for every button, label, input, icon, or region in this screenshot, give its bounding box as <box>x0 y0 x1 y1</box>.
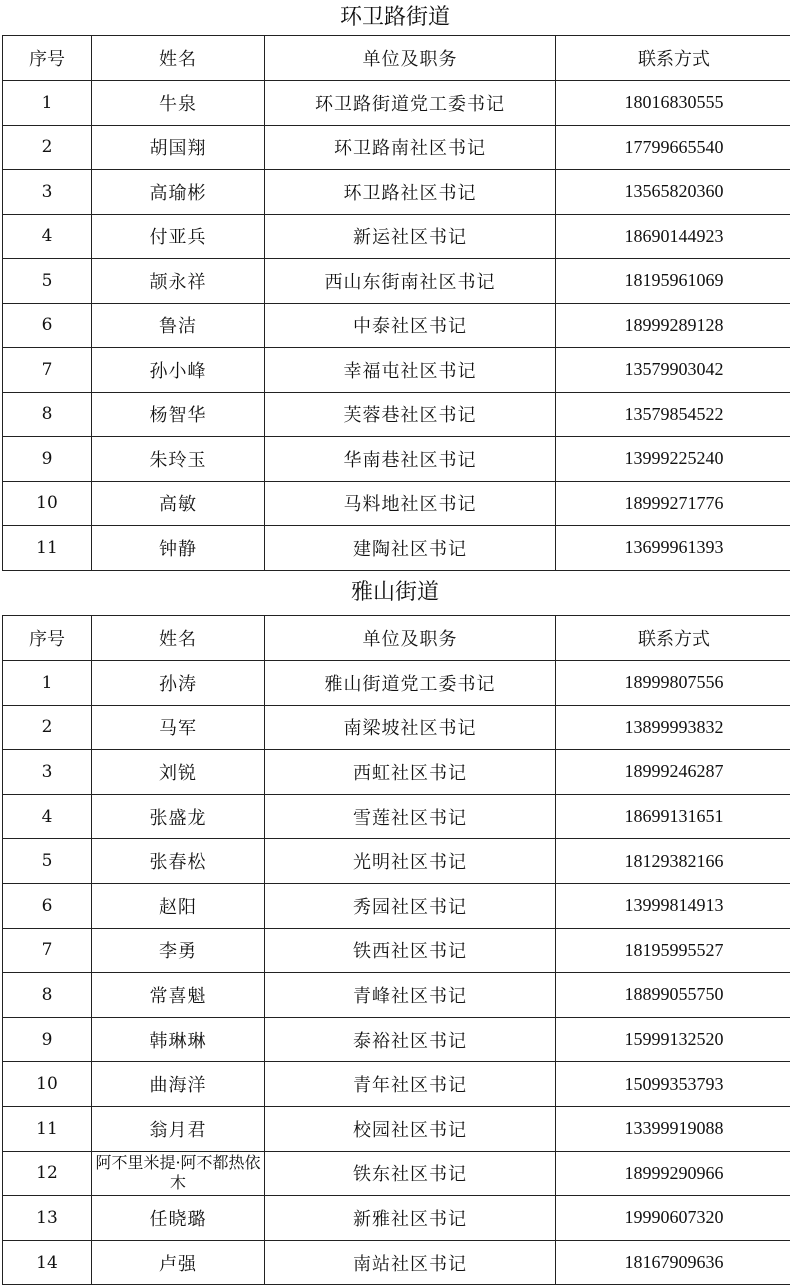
header-unit: 单位及职务 <box>265 36 556 81</box>
table-row <box>3 392 790 437</box>
row-phone: 13579854522 <box>556 392 790 437</box>
row-name: 朱玲玉 <box>92 437 265 482</box>
row-unit: 芙蓉巷社区书记 <box>265 392 556 437</box>
table-header-row <box>3 616 790 661</box>
row-number: 9 <box>3 437 92 482</box>
row-unit: 校园社区书记 <box>265 1106 556 1151</box>
row-number: 3 <box>3 170 92 215</box>
section-title-huanweilu: 环卫路街道 <box>339 5 450 30</box>
row-phone: 13999814913 <box>556 883 790 928</box>
row-unit: 建陶社区书记 <box>265 526 556 571</box>
row-name: 马军 <box>92 705 265 750</box>
row-name: 李勇 <box>92 928 265 973</box>
row-unit: 雪莲社区书记 <box>265 794 556 839</box>
row-number: 1 <box>3 81 92 126</box>
row-number: 10 <box>3 1062 92 1107</box>
row-number: 4 <box>3 214 92 259</box>
row-phone: 18999290966 <box>556 1151 790 1196</box>
row-phone: 18016830555 <box>556 81 790 126</box>
row-unit: 环卫路街道党工委书记 <box>265 81 556 126</box>
row-number: 13 <box>3 1196 92 1241</box>
row-unit: 中泰社区书记 <box>265 303 556 348</box>
row-phone: 18195961069 <box>556 259 790 304</box>
row-number: 7 <box>3 928 92 973</box>
row-name: 刘锐 <box>92 750 265 795</box>
row-name: 曲海洋 <box>92 1062 265 1107</box>
contacts-table-yashan <box>2 615 790 1285</box>
header-no: 序号 <box>3 616 92 661</box>
row-number: 6 <box>3 883 92 928</box>
table-row <box>3 81 790 126</box>
row-unit: 南梁坡社区书记 <box>265 705 556 750</box>
row-phone: 18699131651 <box>556 794 790 839</box>
row-number: 14 <box>3 1240 92 1285</box>
row-name: 孙小峰 <box>92 348 265 393</box>
row-unit: 南站社区书记 <box>265 1240 556 1285</box>
table-row <box>3 1017 790 1062</box>
row-phone: 15099353793 <box>556 1062 790 1107</box>
row-unit: 秀园社区书记 <box>265 883 556 928</box>
table-row <box>3 1196 790 1241</box>
row-unit: 西山东街南社区书记 <box>265 259 556 304</box>
table-row <box>3 526 790 571</box>
row-number: 3 <box>3 750 92 795</box>
row-name: 韩琳琳 <box>92 1017 265 1062</box>
header-phone: 联系方式 <box>556 36 790 81</box>
row-unit: 雅山街道党工委书记 <box>265 661 556 706</box>
table-row <box>3 750 790 795</box>
row-phone: 18999271776 <box>556 481 790 526</box>
table-body <box>3 661 790 1285</box>
row-name: 任晓璐 <box>92 1196 265 1241</box>
row-phone: 13899993832 <box>556 705 790 750</box>
row-name: 高瑜彬 <box>92 170 265 215</box>
row-unit: 幸福屯社区书记 <box>265 348 556 393</box>
row-number: 4 <box>3 794 92 839</box>
table-row <box>3 170 790 215</box>
row-phone: 13999225240 <box>556 437 790 482</box>
row-name: 颉永祥 <box>92 259 265 304</box>
row-name: 常喜魁 <box>92 973 265 1018</box>
row-name: 孙涛 <box>92 661 265 706</box>
row-name: 牛泉 <box>92 81 265 126</box>
row-phone: 18999807556 <box>556 661 790 706</box>
table-row <box>3 661 790 706</box>
row-name: 张春松 <box>92 839 265 884</box>
table-row <box>3 303 790 348</box>
row-name: 杨智华 <box>92 392 265 437</box>
row-name: 鲁洁 <box>92 303 265 348</box>
row-number: 2 <box>3 125 92 170</box>
table-row <box>3 1151 790 1196</box>
row-phone: 13699961393 <box>556 526 790 571</box>
table-row <box>3 437 790 482</box>
row-unit: 新雅社区书记 <box>265 1196 556 1241</box>
table-row <box>3 1106 790 1151</box>
row-name: 张盛龙 <box>92 794 265 839</box>
row-phone: 18129382166 <box>556 839 790 884</box>
row-unit: 青峰社区书记 <box>265 973 556 1018</box>
row-name: 高敏 <box>92 481 265 526</box>
row-phone: 13399919088 <box>556 1106 790 1151</box>
row-number: 1 <box>3 661 92 706</box>
table-row <box>3 125 790 170</box>
row-unit: 新运社区书记 <box>265 214 556 259</box>
table-row <box>3 348 790 393</box>
contacts-table-huanweilu <box>2 35 790 571</box>
row-number: 9 <box>3 1017 92 1062</box>
row-number: 8 <box>3 973 92 1018</box>
section-title-yashan: 雅山街道 <box>350 580 439 605</box>
row-number: 12 <box>3 1151 92 1196</box>
row-name: 钟静 <box>92 526 265 571</box>
table-row <box>3 214 790 259</box>
row-number: 11 <box>3 526 92 571</box>
table-row <box>3 1062 790 1107</box>
table-row <box>3 973 790 1018</box>
header-name: 姓名 <box>92 616 265 661</box>
header-phone: 联系方式 <box>556 616 790 661</box>
row-number: 6 <box>3 303 92 348</box>
row-unit: 铁东社区书记 <box>265 1151 556 1196</box>
table-row <box>3 794 790 839</box>
table-row <box>3 883 790 928</box>
row-phone: 19990607320 <box>556 1196 790 1241</box>
row-phone: 15999132520 <box>556 1017 790 1062</box>
header-no: 序号 <box>3 36 92 81</box>
row-number: 8 <box>3 392 92 437</box>
row-unit: 铁西社区书记 <box>265 928 556 973</box>
row-unit: 泰裕社区书记 <box>265 1017 556 1062</box>
row-name: 付亚兵 <box>92 214 265 259</box>
row-number: 5 <box>3 259 92 304</box>
row-phone: 13565820360 <box>556 170 790 215</box>
row-name: 阿不里米提·阿不都热依木 <box>92 1151 265 1196</box>
row-unit: 光明社区书记 <box>265 839 556 884</box>
row-unit: 马料地社区书记 <box>265 481 556 526</box>
table-row <box>3 839 790 884</box>
row-number: 11 <box>3 1106 92 1151</box>
row-number: 7 <box>3 348 92 393</box>
row-unit: 西虹社区书记 <box>265 750 556 795</box>
row-phone: 17799665540 <box>556 125 790 170</box>
row-unit: 青年社区书记 <box>265 1062 556 1107</box>
row-name: 胡国翔 <box>92 125 265 170</box>
row-number: 5 <box>3 839 92 884</box>
table-header-row <box>3 36 790 81</box>
row-number: 2 <box>3 705 92 750</box>
row-phone: 18999289128 <box>556 303 790 348</box>
row-phone: 18167909636 <box>556 1240 790 1285</box>
row-name: 翁月君 <box>92 1106 265 1151</box>
row-name: 卢强 <box>92 1240 265 1285</box>
row-phone: 18690144923 <box>556 214 790 259</box>
row-phone: 18195995527 <box>556 928 790 973</box>
row-phone: 13579903042 <box>556 348 790 393</box>
header-unit: 单位及职务 <box>265 616 556 661</box>
table-row <box>3 259 790 304</box>
table-body <box>3 81 790 571</box>
header-name: 姓名 <box>92 36 265 81</box>
row-phone: 18899055750 <box>556 973 790 1018</box>
row-name: 赵阳 <box>92 883 265 928</box>
row-phone: 18999246287 <box>556 750 790 795</box>
row-unit: 环卫路社区书记 <box>265 170 556 215</box>
row-number: 10 <box>3 481 92 526</box>
row-unit: 环卫路南社区书记 <box>265 125 556 170</box>
row-unit: 华南巷社区书记 <box>265 437 556 482</box>
table-row <box>3 481 790 526</box>
table-row <box>3 705 790 750</box>
table-row <box>3 928 790 973</box>
table-row <box>3 1240 790 1285</box>
